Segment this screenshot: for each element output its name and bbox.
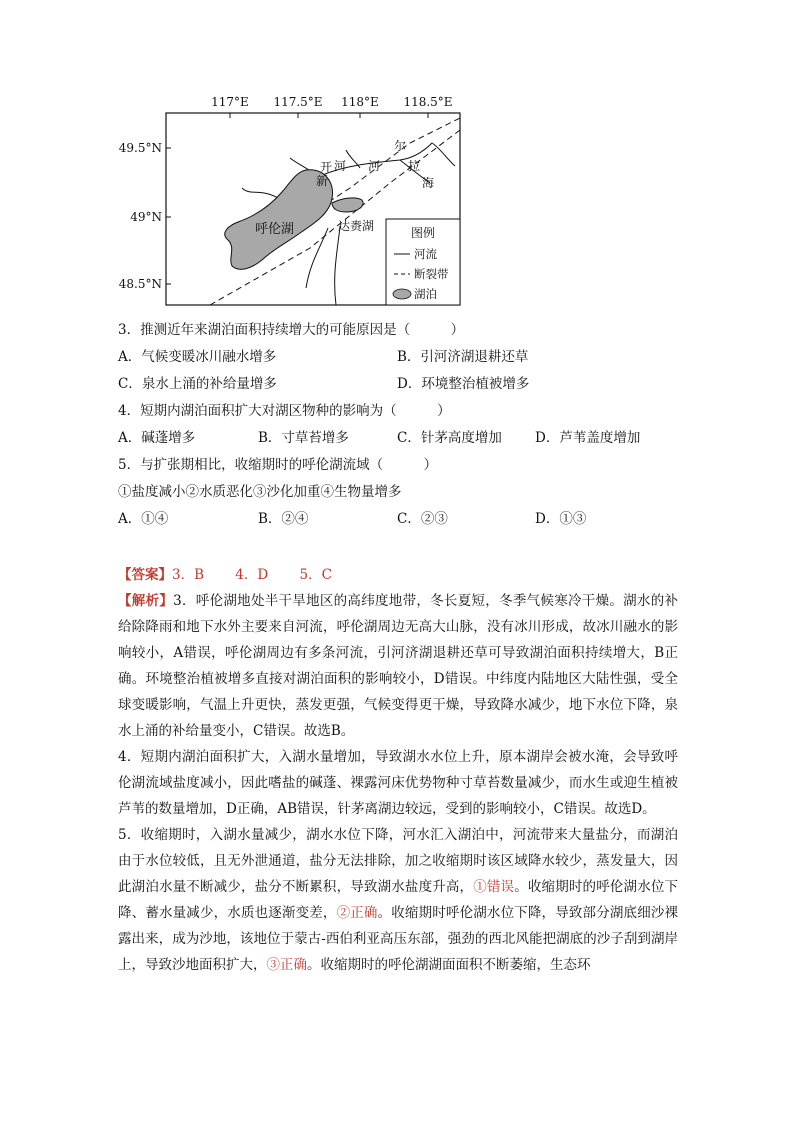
analysis-5-mark: ③正确	[266, 957, 307, 973]
lon-label: 117.5°E	[273, 95, 323, 109]
xinkaihe-char: 新	[316, 174, 329, 188]
lat-label: 49°N	[130, 210, 162, 224]
analysis-paragraph-4: 4．短期内湖泊面积扩大，入湖水量增加，导致湖水水位上升，原本湖岸会被水淹，会导致呼伦湖流域盐度减小，因此嗜盐的碱蓬、裸露河床优势物种寸草苔数量减少，而水生或迎生植被芦苇的数量增加，D正确，AB错误，针茅离湖边较远，受到的影响较小，C错误。故选D。	[118, 749, 678, 817]
question-5-option-b: B．②④	[258, 511, 309, 527]
analysis-5-text: 5．收缩期时，入湖水量减少，湖水水位下降，河水汇入湖泊中，河流带来大量盐分，而湖泊由于水位较低，且无外泄通道，盐分无法排除，加之收缩期时该区域降水较少，蒸发量大，因此湖泊水量不断减少，盐分不断累积，导致湖水盐度升高，	[118, 827, 678, 895]
question-3-option-a: A．气候变暖冰川融水增多	[118, 349, 277, 365]
question-5-sub: ①盐度减小②水质恶化③沙化加重④生物量增多	[118, 484, 402, 500]
answer-tag: 【答案】	[118, 567, 172, 583]
map-legend	[386, 219, 460, 305]
question-5-option-a: A．①④	[118, 511, 169, 527]
question-5-option-d: D．①③	[535, 511, 587, 527]
xinkaihe-char: 开	[320, 160, 333, 174]
question-3-option-d: D．环境整治植被增多	[397, 376, 530, 392]
legend-lake: 湖泊	[414, 287, 437, 301]
ergun-char: 海	[422, 176, 435, 190]
analysis-5-mark: ①错误	[473, 879, 515, 895]
legend-title: 图例	[410, 226, 436, 240]
lon-label: 118.5°E	[403, 95, 453, 109]
ergun-char: 拉	[408, 159, 421, 173]
ergun-char: 河	[368, 159, 381, 173]
analysis-tag: 【解析】	[118, 593, 174, 609]
question-4-option-d: D．芦苇盖度增加	[535, 430, 641, 446]
analysis-5-text: 。收缩期时的呼伦湖水位下降、蓄水量减少，水质也逐渐变差，	[118, 879, 679, 921]
analysis-paragraph-3	[118, 588, 678, 744]
question-4-option-b: B．寸草苔增多	[258, 430, 349, 446]
xinkaihe-char: 河	[334, 159, 347, 173]
dalai-lake-label: 达赉湖	[338, 219, 375, 233]
answer-values: 3．B 4．D 5．C	[172, 567, 332, 583]
question-4-stem: 4．短期内湖泊面积扩大对湖区物种的影响为（ ）	[118, 403, 451, 419]
map-figure	[110, 88, 490, 313]
legend-fault: 断裂带	[414, 267, 449, 281]
analysis-5-mark: ②正确	[336, 905, 378, 921]
question-5-option-c: C．②③	[397, 511, 448, 527]
lat-label: 49.5°N	[118, 141, 162, 155]
answer-line	[118, 562, 678, 588]
ergun-char: 尔	[394, 139, 407, 153]
question-3-stem: 3．推测近年来湖泊面积持续增大的可能原因是（ ）	[118, 322, 465, 338]
lon-label: 118°E	[341, 95, 379, 109]
analysis-paragraph-5	[118, 822, 678, 978]
question-3-option-c: C．泉水上涌的补给量增多	[118, 376, 277, 392]
question-3-option-b: B．引河济湖退耕还草	[397, 349, 529, 365]
hulun-lake-label: 呼伦湖	[255, 222, 295, 237]
question-4-option-c: C．针茅高度增加	[397, 430, 502, 446]
legend-river: 河流	[414, 247, 437, 261]
lon-label: 117°E	[211, 95, 249, 109]
analysis-5-text: 。收缩期时呼伦湖水位下降，导致部分湖底细沙裸露出来，成为沙地，该地位于蒙古-西伯利亚高压东部，强劲的西北风能把湖底的沙子刮到湖岸上，导致沙地面积扩大，	[118, 905, 679, 973]
analysis-3-text: 3．呼伦湖地处半干旱地区的高纬度地带，冬长夏短，冬季气候寒冷干燥。湖水的补给除降雨和地下水外主要来自河流，呼伦湖周边无高大山脉，没有冰川形成，故冰川融水的影响较小，A错误，呼伦湖周边有多条河流，引河济湖退耕还草可导致湖泊面积持续增大，B正确。环境整治植被增多直接对湖泊面积的影响较小，D错误。中纬度内陆地区大陆性强，受全球变暖影响，气温上升更快，蒸发更强，气候变得更干燥，导致降水减少，地下水位下降，泉水上涌的补给量变小，C错误。故选B。	[118, 593, 678, 739]
answer-analysis	[118, 562, 678, 978]
lat-label: 48.5°N	[118, 277, 162, 291]
question-4-option-a: A．碱蓬增多	[118, 430, 196, 446]
question-5-stem: 5．与扩张期相比，收缩期时的呼伦湖流域（ ）	[118, 457, 438, 473]
analysis-5-text: 。收缩期时的呼伦湖湖面面积不断萎缩，生态环	[307, 957, 591, 973]
